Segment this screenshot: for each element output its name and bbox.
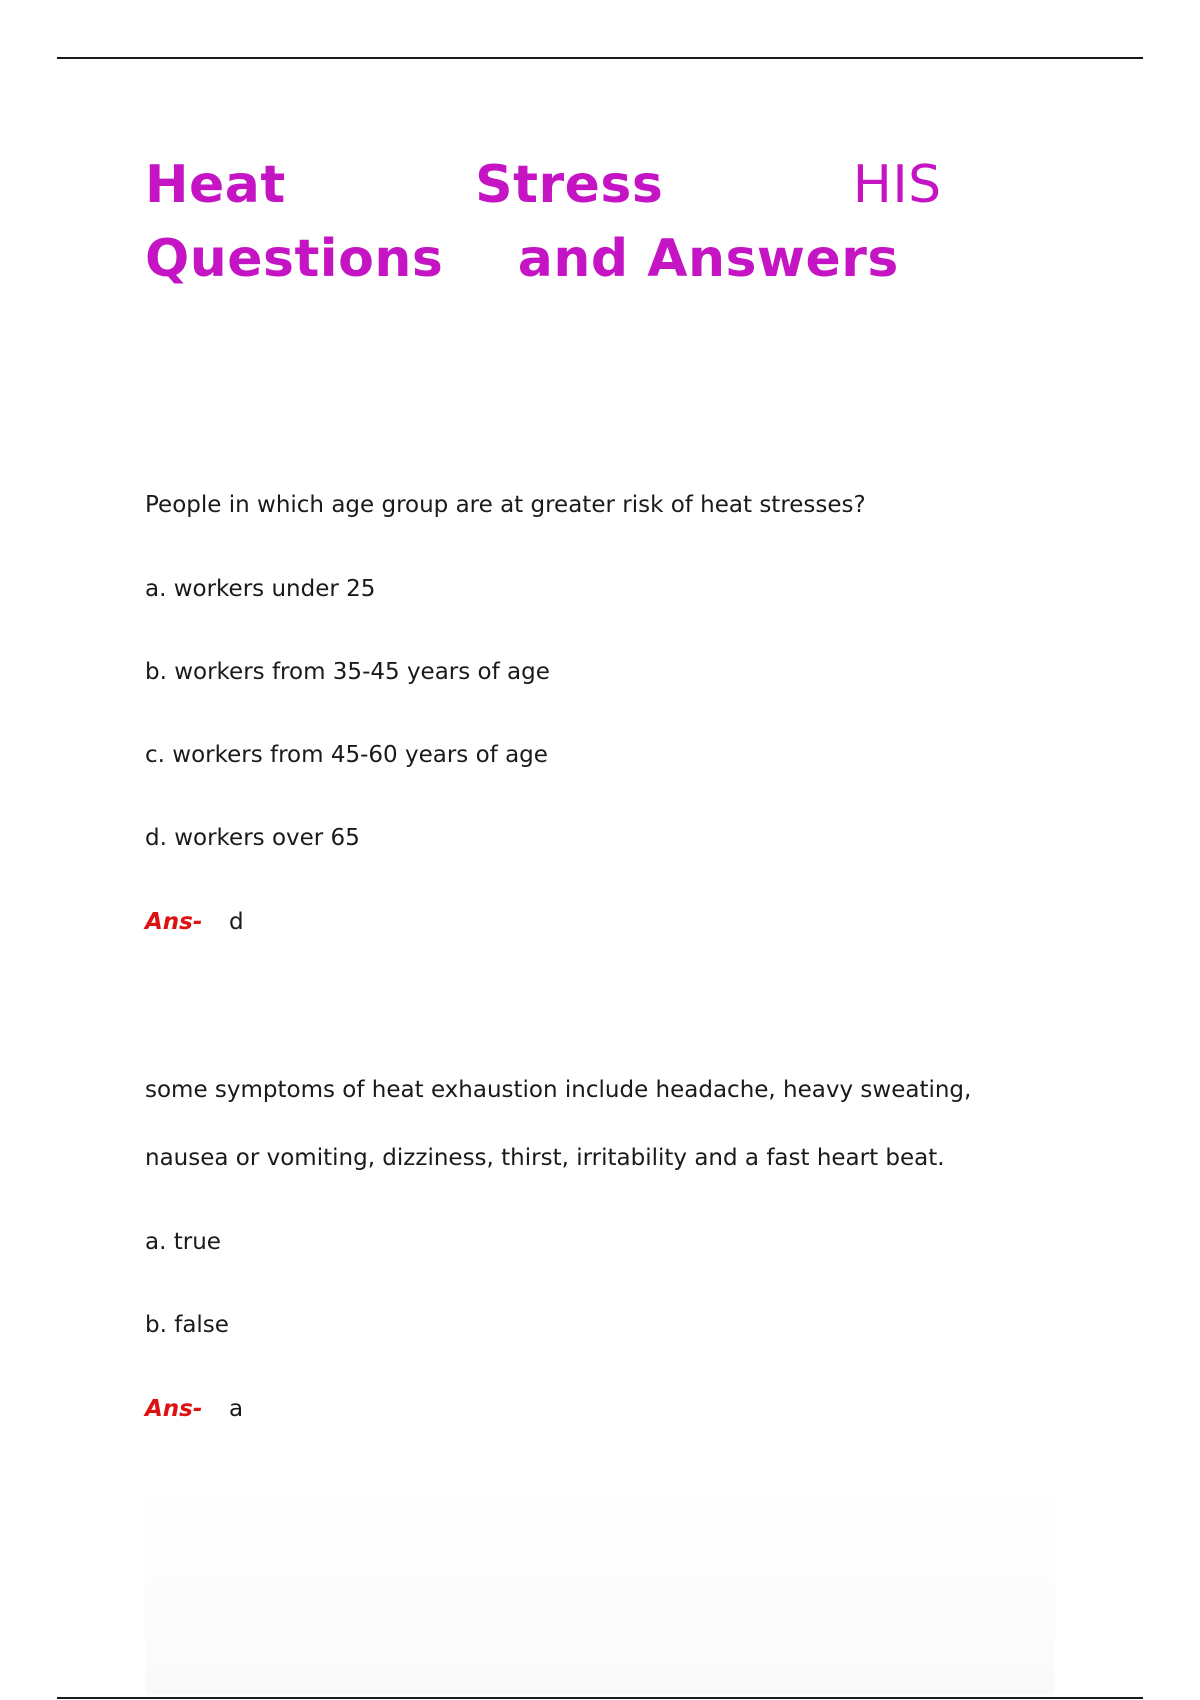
answer-label: Ans- — [145, 1396, 203, 1422]
question-1-option-a: a. workers under 25 — [145, 576, 376, 602]
question-1-option-b: b. workers from 35-45 years of age — [145, 659, 550, 685]
answer-value: d — [229, 909, 244, 935]
header-rule — [57, 57, 1143, 59]
question-1-text: People in which age group are at greater risk of heat stresses? — [145, 492, 866, 518]
document-title — [145, 148, 1055, 296]
question-2-option-b: b. false — [145, 1312, 229, 1338]
title-word: and — [517, 229, 629, 289]
question-2-answer — [145, 1395, 243, 1423]
title-word: Heat — [145, 155, 286, 215]
question-1-option-d: d. workers over 65 — [145, 825, 360, 851]
footer-rule — [57, 1697, 1143, 1699]
title-word: Questions — [145, 229, 444, 289]
title-word: HIS — [852, 155, 942, 215]
title-word: Answers — [647, 229, 899, 289]
title-word: Stress — [475, 155, 664, 215]
question-2-text: some symptoms of heat exhaustion include headache, heavy sweating, nausea or vomiting, dizziness, thirst, irritability and a fast heart beat. — [145, 1077, 972, 1171]
answer-label: Ans- — [145, 909, 203, 935]
question-1-answer — [145, 908, 244, 936]
answer-value: a — [229, 1396, 244, 1422]
page-bottom-area — [145, 1480, 1055, 1695]
question-2-option-a: a. true — [145, 1229, 221, 1255]
question-1-option-c: c. workers from 45-60 years of age — [145, 742, 548, 768]
